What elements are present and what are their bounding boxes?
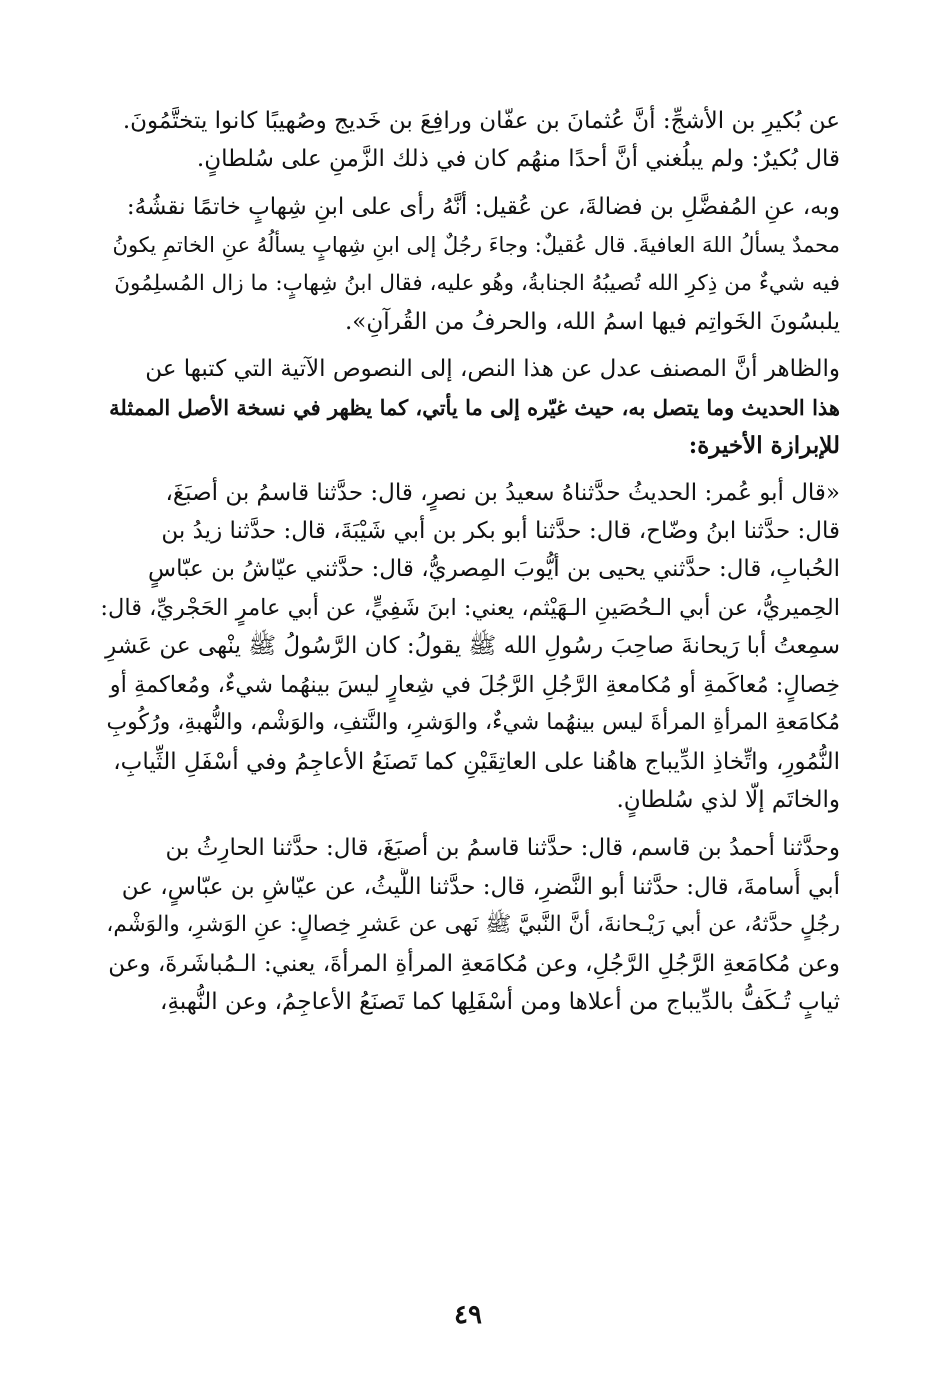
text-line: الحُبابِ، قال: حدَّثني يحيى بن أيُّوبَ المِصريُّ، قال: حدَّثني عيّاشُ بن عبّاسٍ xyxy=(148,556,840,583)
text-line: هذا الحديث وما يتصل به، حيث غيّره إلى ما يأتي، كما يظهر في نسخة الأصل الممثلة xyxy=(109,394,840,420)
text-line: خِصالٍ: مُعاكَمةِ أو مُكامعةِ الرَّجُلِ الرَّجُلَ في شِعارٍ ليسَ بينهُما شيءٌ، ومُعاكمةِ أو xyxy=(109,671,840,698)
text-line: وبه، عنِ المُفضَّلِ بن فضالةَ، عن عُقيل: أنَّهُ رأى على ابنِ شِهابٍ خاتمًا نقشُهُ: xyxy=(126,193,840,220)
text-line: «قال أبو عُمر: الحديثُ حدَّثناهُ سعيدُ بن نصرٍ، قال: حدَّثنا قاسمُ بن أصبَغَ، xyxy=(165,479,840,506)
editor-note-paragraph xyxy=(100,350,840,465)
text-line: رجُلٍ حدَّثهُ، عن أبي رَيْـحانةَ، أنَّ النَّبيَّ ﷺ نَهى عن عَشرِ خِصالٍ: عنِ الوَشرِ، والوَشْم، xyxy=(106,912,840,938)
text-line: والظاهر أنَّ المصنف عدل عن هذا النص، إلى النصوص الآتية التي كتبها عن xyxy=(145,356,840,383)
text-line: للإبرازة الأخيرة: xyxy=(688,432,840,460)
paragraph-1 xyxy=(100,102,840,179)
text-line: النُّمُورِ، واتِّخاذِ الدِّيباج هاهُنا على العاتِقَيْنِ كما تَصنَعُ الأعاجِمُ وفي أسْفَلِ الثِّيابِ، xyxy=(113,748,840,775)
text-line: والخاتَم إلّا لذي سُلطانٍ. xyxy=(616,786,840,813)
text-line: وعن مُكامَعةِ الرَّجُلِ الرَّجُلِ، وعن مُكامَعةِ المرأةِ المرأةَ، يعني: الـمُباشَرةَ، وعن xyxy=(108,950,840,977)
quoted-hadith-paragraph xyxy=(100,474,840,820)
text-line: عن بُكيرِ بن الأشجِّ: أنَّ عُثمانَ بن عفّان ورافِعَ بن خَديج وصُهيبًا كانوا يتختَّمُونَ. xyxy=(122,108,840,134)
text-line: يلبسُونَ الخَواتِم فيها اسمُ الله، والحرفُ من القُرآنِ». xyxy=(344,309,840,336)
text-line: محمدٌ يسألُ اللهَ العافيةَ. قال عُقيلٌ: وجاءَ رجُلٌ إلى ابنِ شِهابٍ يسألُهُ عنِ الخاتمِ يكونُ xyxy=(112,233,840,258)
text-line: مُكامَعةِ المرأةِ المرأةَ ليس بينهُما شيءٌ، والوَشرِ، والنَّتفِ، والوَشْم، والنُّهبةِ، ورُكُوبِ xyxy=(106,710,840,736)
text-line: فيه شيءٌ من ذِكرِ الله تُصيبُهُ الجنابةُ، وهُو عليه، فقال ابنُ شِهابٍ: ما زال المُسلِمُونَ xyxy=(114,270,840,296)
page-body xyxy=(100,102,840,1021)
text-line: ثيابٍ تُـكَفُّ بالدِّيباج من أعلاها ومن أسْفَلِها كما تَصنَعُ الأعاجِمُ، وعن النُّهبةِ، xyxy=(160,988,840,1015)
text-line: وحدَّثنا أحمدُ بن قاسم، قال: حدَّثنا قاسمُ بن أصبَغَ، قال: حدَّثنا الحارِثُ بن xyxy=(165,835,840,862)
text-line: أبي أُسامةَ، قال: حدَّثنا أبو النَّضرِ، قال: حدَّثنا اللَّيثُ، عن عيّاشِ بن عبّاسٍ، عن xyxy=(121,873,840,900)
text-line: سمِعتُ أبا رَيحانةَ صاحِبَ رسُولِ الله ﷺ يقولُ: كان الرَّسُولُ ﷺ ينْهى عن عَشرِ xyxy=(105,633,840,660)
text-line: قال: حدَّثنا ابنُ وضّاح، قال: حدَّثنا أبو بكر بن أبي شَيْبَةَ، قال: حدَّثنا زيدُ بن xyxy=(161,518,840,545)
text-line: قال بُكيرٌ: ولم يبلُغني أنَّ أحدًا منهُم كان في ذلك الزَّمنِ على سُلطانٍ. xyxy=(196,146,840,173)
paragraph-2 xyxy=(100,188,840,342)
page-number: ٤٩ xyxy=(454,1300,482,1330)
paragraph-5 xyxy=(100,829,840,1021)
text-line: الحِميريُّ، عن أبي الـحُصَينِ الـهَيْثم، يعني: ابنَ شَفِيٍّ، عن أبي عامرٍ الحَجْريِّ، قال: xyxy=(100,594,840,621)
